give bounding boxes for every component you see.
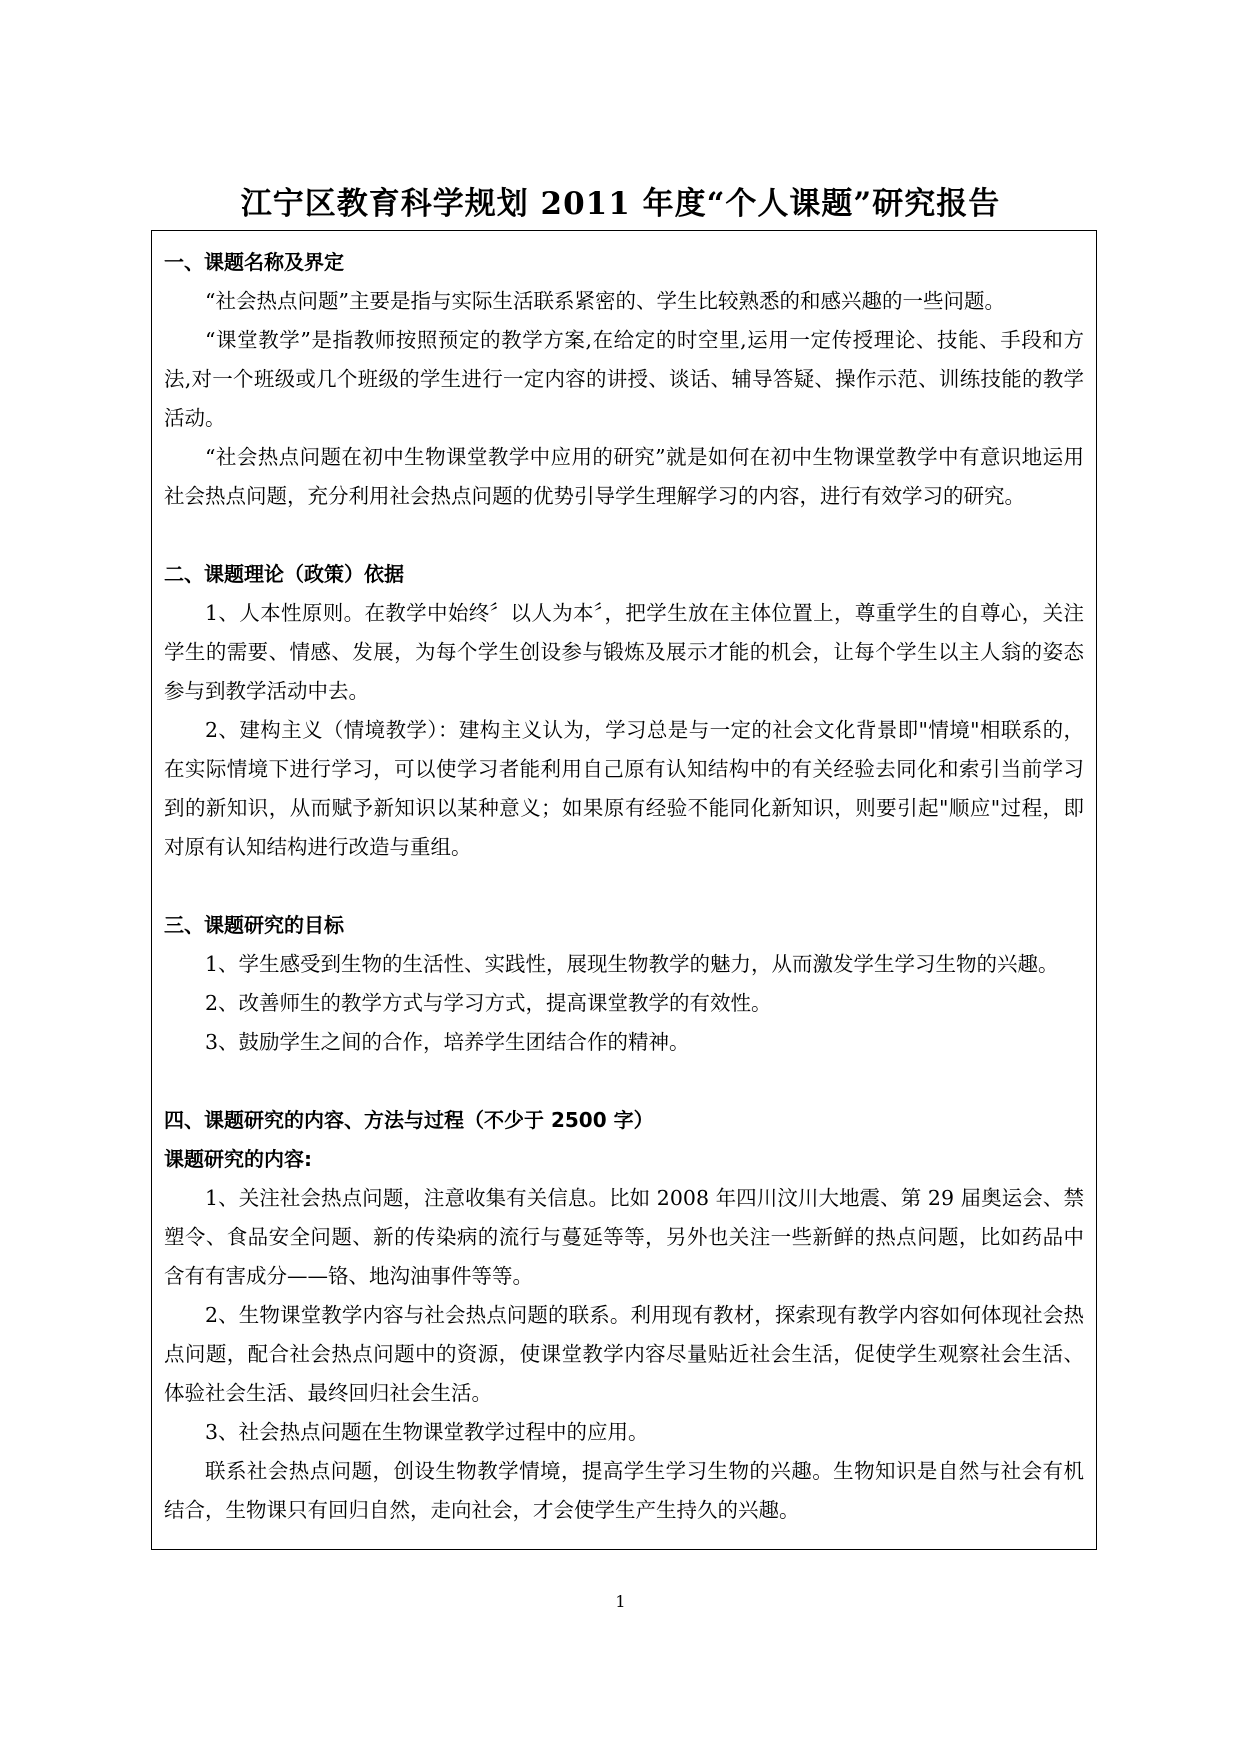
section-heading: 一、课题名称及界定 [164, 250, 344, 274]
section-theory-basis [164, 555, 1084, 867]
report-table-cell [151, 230, 1097, 1550]
document-title: 江宁区教育科学规划 2011 年度“个人课题”研究报告 [240, 186, 1001, 222]
section-definition [164, 243, 1084, 516]
section-research-goals [164, 906, 1084, 1062]
section-subheading: 课题研究的内容: [164, 1147, 312, 1171]
section-research-content [164, 1101, 1084, 1530]
paragraph: 1、人本性原则。在教学中始终〞以人为本〞，把学生放在主体位置上，尊重学生的自尊心，关注学生的需要、情感、发展，为每个学生创设参与锻炼及展示才能的机会，让每个学生以主人翁的姿态参与到教学活动中去。 [164, 601, 1084, 703]
paragraph: “课堂教学”是指教师按照预定的教学方案,在给定的时空里,运用一定传授理论、技能、手段和方法,对一个班级或几个班级的学生进行一定内容的讲授、谈话、辅导答疑、操作示范、训练技能的教学活动。 [164, 328, 1084, 430]
section-heading: 二、课题理论（政策）依据 [164, 562, 404, 586]
section-heading: 四、课题研究的内容、方法与过程（不少于 2500 字） [164, 1108, 654, 1132]
paragraph: “社会热点问题”主要是指与实际生活联系紧密的、学生比较熟悉的和感兴趣的一些问题。 [205, 289, 1005, 313]
paragraph: 2、建构主义（情境教学）：建构主义认为，学习总是与一定的社会文化背景即"情境"相联系的，在实际情境下进行学习，可以使学习者能利用自己原有认知结构中的有关经验去同化和索引当前学习到的新知识，从而赋予新知识以某种意义；如果原有经验不能同化新知识，则要引起"顺应"过程，即对原有认知结构进行改造与重组。 [164, 718, 1084, 859]
paragraph: “社会热点问题在初中生物课堂教学中应用的研究”就是如何在初中生物课堂教学中有意识地运用社会热点问题，充分利用社会热点问题的优势引导学生理解学习的内容，进行有效学习的研究。 [164, 445, 1084, 508]
section-heading: 三、课题研究的目标 [164, 913, 344, 937]
paragraph: 2、改善师生的教学方式与学习方式，提高课堂教学的有效性。 [205, 991, 772, 1015]
paragraph: 2、生物课堂教学内容与社会热点问题的联系。利用现有教材，探索现有教学内容如何体现社会热点问题，配合社会热点问题中的资源，使课堂教学内容尽量贴近社会生活，促使学生观察社会生活、体验社会生活、最终回归社会生活。 [164, 1303, 1084, 1405]
paragraph: 1、学生感受到生物的生活性、实践性，展现生物教学的魅力，从而激发学生学习生物的兴趣。 [205, 952, 1059, 976]
paragraph: 1、关注社会热点问题，注意收集有关信息。比如 2008 年四川汶川大地震、第 29 届奥运会、禁塑令、食品安全问题、新的传染病的流行与蔓延等等，另外也关注一些新鲜的热点问题，比如药品中含有有害成分——铬、地沟油事件等等。 [164, 1186, 1084, 1288]
paragraph: 联系社会热点问题，创设生物教学情境，提高学生学习生物的兴趣。生物知识是自然与社会有机结合，生物课只有回归自然，走向社会，才会使学生产生持久的兴趣。 [164, 1459, 1084, 1522]
paragraph: 3、社会热点问题在生物课堂教学过程中的应用。 [205, 1420, 649, 1444]
paragraph: 3、鼓励学生之间的合作，培养学生团结合作的精神。 [205, 1030, 690, 1054]
page-number: 1 [615, 1592, 626, 1611]
